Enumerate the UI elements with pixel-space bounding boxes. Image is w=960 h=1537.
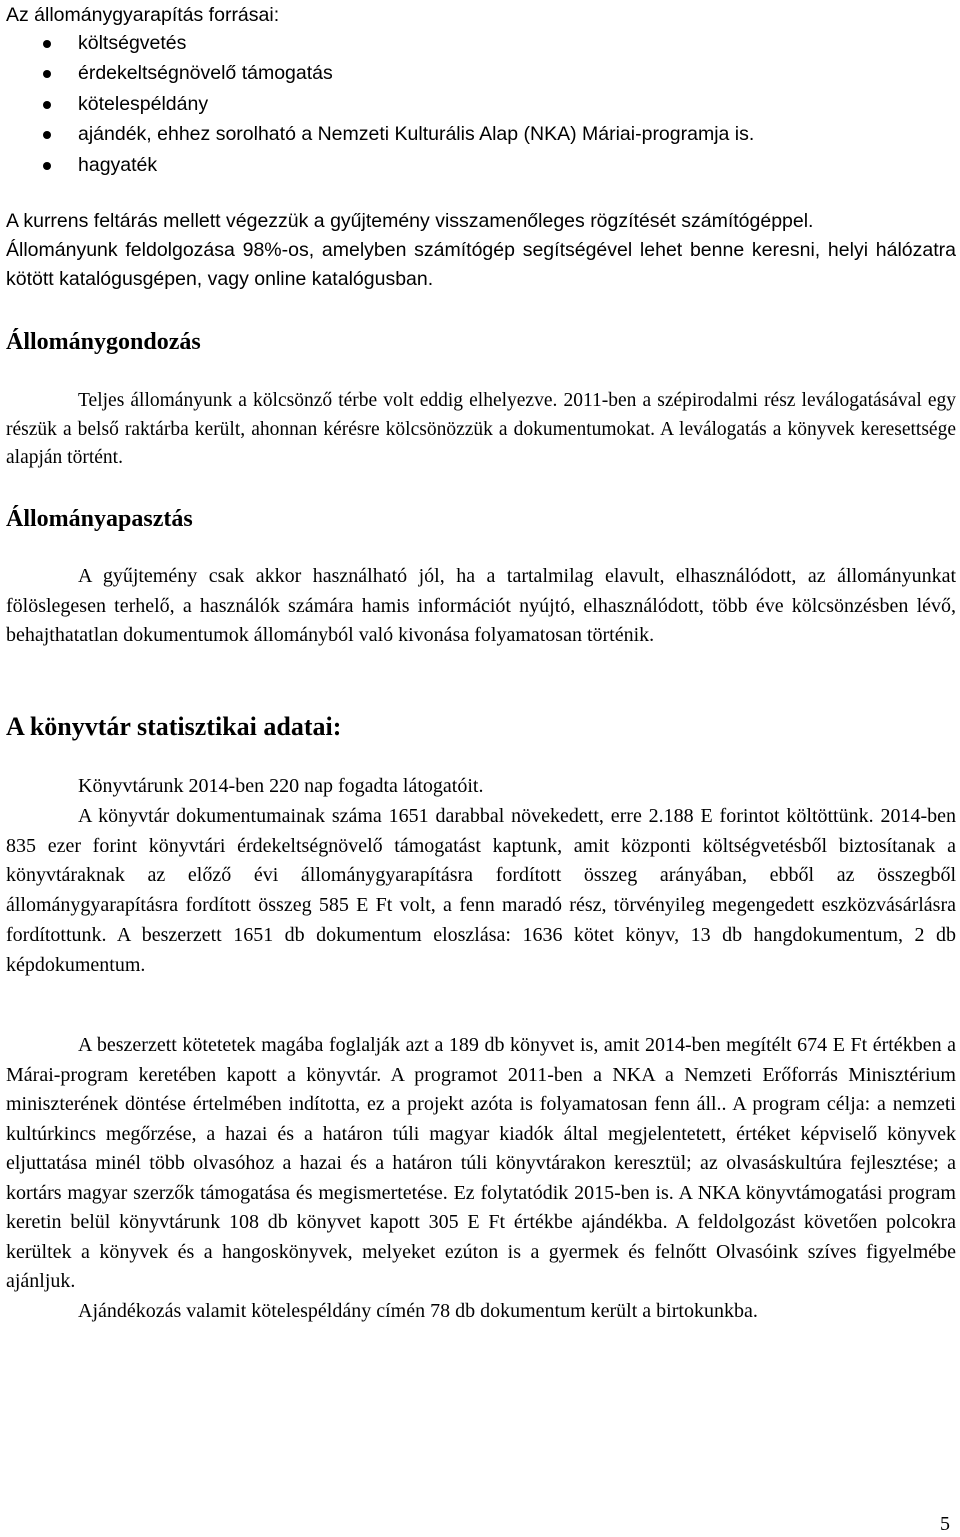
stats-heading: A könyvtár statisztikai adatai: <box>6 712 342 741</box>
list-item: kötelespéldány <box>6 89 754 119</box>
stats-visitors: Könyvtárunk 2014-ben 220 nap fogadta látogatóit. <box>78 775 484 797</box>
sources-list <box>6 28 754 180</box>
bullet-icon <box>43 70 51 78</box>
list-item: hagyaték <box>6 150 754 180</box>
bullet-icon <box>43 40 51 48</box>
bullet-icon <box>43 101 51 109</box>
stats-paragraph-2 <box>6 1031 956 1326</box>
sources-title: Az állománygyarapítás forrásai: <box>6 4 280 26</box>
list-item: költségvetés <box>6 28 754 58</box>
care-heading: Állománygondozás <box>6 329 201 355</box>
stats-paragraph-1 <box>6 772 956 981</box>
page-number: 5 <box>940 1513 950 1535</box>
weeding-heading: Állományapasztás <box>6 506 193 532</box>
stats-acquisition: A könyvtár dokumentumainak száma 1651 darabbal növekedett, erre 2.188 E forintot költöttünk. 2014-ben 835 ezer forint könyvtári érdekeltségnövelő támogatást kaptunk, amit központi költségvetésből biztosítanak a könyvtáraknak az előző évi állománygyarapításra fordított összeg arányában, ebből az összegből állománygyarapításra fordított összeg 585 E Ft volt, a fenn maradó rész, törvényileg megengedett eszközvásárlásra fordítottunk. A beszerzett 1651 db dokumentum eloszlása: 1636 kötet könyv, 13 db hangdokumentum, 2 db képdokumentum. <box>6 804 956 976</box>
list-item: érdekeltségnövelő támogatás <box>6 58 754 88</box>
donations-text: Ajándékozás valamit kötelespéldány címén 78 db dokumentum került a birtokunkba. <box>78 1299 758 1322</box>
bullet-icon <box>43 162 51 170</box>
bullet-icon <box>43 131 51 139</box>
weeding-paragraph: A gyűjtemény csak akkor használható jól, ha a tartalmilag elavult, elhasználódott, az állományunkat fölöslegesen terhelő, a használók számára hamis információt nyújtó, elhasználódott, több éve kölcsönzésben lévő, behajthatatlan dokumentumok állományból való kivonása folyamatosan történik. <box>6 565 956 646</box>
intro-line: A kurrens feltárás mellett végezzük a gyűjtemény visszamenőleges rögzítését számítógéppel. <box>6 210 814 232</box>
intro-paragraph <box>6 207 956 295</box>
marai-program-text: A beszerzett kötetetek magába foglalják azt a 189 db könyvet is, amit 2014-ben megítélt 674 E Ft értékben a Márai-program keretében kapott a könyvtár. A programot 2011-ben a NKA a Nemzeti Erőforrás Minisztérium miniszterének döntése értelmében indította, ez a projekt azóta is folyamatosan fenn áll.. A program célja: a nemzeti kultúrkincs megőrzése, a hazai és a határon túli magyar kiadók által megjelentetett, értéket képviselő könyvek eljuttatása minél több olvasóhoz a hazai és a határon túli könyvtárakon keresztül; az olvasáskultúra fejlesztése; a kortárs magyar szerzők támogatása és megismertetése. Ez folytatódik 2015-ben is. A NKA könyvtámogatási program keretin belül könyvtárunk 108 db könyvet kapott 305 E Ft értékbe ajándékba. A feldolgozást követően polcokra kerültek a könyvek és a hangoskönyvek, melyeket ezúton is a gyermek és felnőtt Olvasóink szíves figyelmébe ajánljuk. <box>6 1034 956 1292</box>
intro-text: Állományunk feldolgozása 98%-os, amelyben számítógép segítségével lehet benne keresni, helyi hálózatra kötött katalógusgépen, vagy online katalógusban. <box>6 239 956 291</box>
care-paragraph: Teljes állományunk a kölcsönző térbe volt eddig elhelyezve. 2011-ben a szépirodalmi rész leválogatásával egy részük a belső raktárba került, ahonnan kérésre kölcsönözzük a dokumentumokat. A leválogatás a könyvek keresettsége alapján történt. <box>6 390 956 468</box>
list-item: ajándék, ehhez sorolható a Nemzeti Kulturális Alap (NKA) Máriai-programja is. <box>6 119 754 149</box>
